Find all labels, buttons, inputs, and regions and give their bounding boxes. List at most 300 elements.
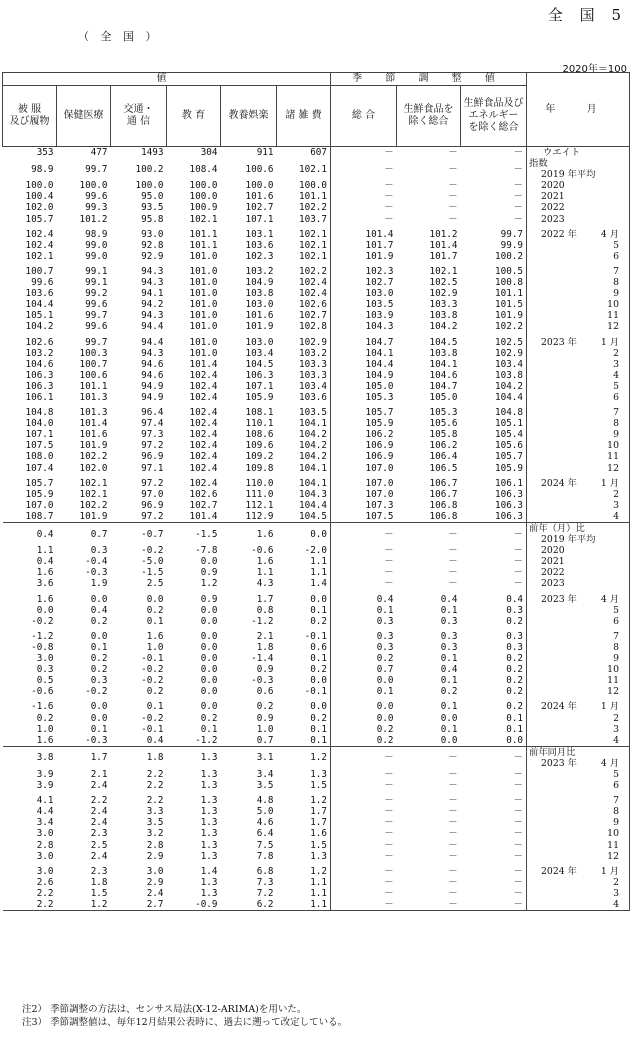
table-cell: 0.0 <box>440 734 458 746</box>
table-cell: 101.1 <box>189 239 218 251</box>
month-label: 10 <box>607 440 620 452</box>
row-label <box>527 769 630 780</box>
column-header: 交通・ 通 信 <box>111 86 167 147</box>
table-cell: 1.3 <box>310 768 327 780</box>
table-cell: 0.0 <box>90 701 108 713</box>
row-label <box>527 578 630 589</box>
table-cell: 107.5 <box>331 511 397 523</box>
table-cell: 97.2 <box>141 477 164 489</box>
table-cell: 94.9 <box>141 380 164 392</box>
table-cell: 102.4 <box>189 429 218 441</box>
row-label <box>527 180 630 191</box>
table-cell: 0.3 <box>440 630 458 642</box>
table-cell: 97.2 <box>141 510 164 522</box>
table-cell: 106.3 <box>25 380 54 392</box>
table-cell: 1.6 <box>36 734 54 746</box>
row-label <box>527 780 630 791</box>
group-header-values: 値 <box>3 73 331 86</box>
month-label: 1 月 <box>600 336 620 348</box>
table-row <box>3 642 630 653</box>
table-cell: 3.0 <box>36 865 54 877</box>
table-cell: 102.9 <box>299 336 327 348</box>
table-cell: － <box>513 795 524 807</box>
month-label: 7 <box>613 795 620 807</box>
table-cell: － <box>331 862 397 877</box>
table-cell: 99.7 <box>85 310 108 322</box>
table-row <box>3 616 630 627</box>
table-cell: 103.0 <box>245 299 274 311</box>
table-cell: 100.6 <box>245 163 274 175</box>
table-cell: 108.1 <box>245 407 274 419</box>
row-label <box>527 474 630 489</box>
table-cell: 94.3 <box>141 310 164 322</box>
table-cell: 2.4 <box>90 780 108 792</box>
table-cell: 2.2 <box>146 768 164 780</box>
table-row <box>3 489 630 500</box>
table-cell: 104.3 <box>331 321 397 332</box>
table-cell: 100.0 <box>189 180 218 192</box>
table-cell: 100.9 <box>189 202 218 214</box>
table-cell: 0.0 <box>200 556 218 568</box>
table-cell: 104.1 <box>429 358 458 370</box>
table-cell: 103.3 <box>429 299 458 311</box>
table-cell: － <box>331 191 397 202</box>
table-cell: 0.1 <box>440 653 458 665</box>
table-cell: 99.1 <box>85 265 108 277</box>
table-cell: 101.9 <box>79 510 108 522</box>
table-cell: － <box>513 780 524 792</box>
table-cell: 0.2 <box>200 712 218 724</box>
table-cell: 0.1 <box>331 605 397 616</box>
table-cell: 0.0 <box>200 675 218 687</box>
table-cell: 105.0 <box>429 391 458 403</box>
table-cell: 6.8 <box>256 865 274 877</box>
table-cell: 104.4 <box>331 359 397 370</box>
table-cell: 1.3 <box>200 780 218 792</box>
table-cell: 0.3 <box>331 616 397 627</box>
table-row <box>3 463 630 474</box>
table-cell: 103.4 <box>245 347 274 359</box>
month-label: 10 <box>607 828 620 840</box>
table-cell: 104.2 <box>25 321 54 333</box>
table-cell: 0.2 <box>506 615 524 627</box>
table-cell: 0.6 <box>256 686 274 698</box>
table-cell: － <box>513 556 524 568</box>
table-cell: 1.6 <box>221 523 277 546</box>
table-cell: 2.6 <box>36 876 54 888</box>
table-cell: 94.4 <box>141 336 164 348</box>
table-cell: 101.0 <box>189 288 218 300</box>
table-cell: 7.5 <box>256 839 274 851</box>
table-cell: 102.4 <box>189 451 218 463</box>
table-cell: － <box>331 523 397 546</box>
month-label: 1 月 <box>600 865 620 877</box>
table-cell: 1.7 <box>256 593 274 605</box>
table-cell: 102.1 <box>79 488 108 500</box>
table-cell: 101.4 <box>331 225 397 240</box>
table-cell: 106.1 <box>495 477 524 489</box>
table-cell: 1.9 <box>90 578 108 590</box>
table-cell: 101.4 <box>79 418 108 430</box>
row-label <box>527 359 630 370</box>
table-cell: － <box>331 202 397 213</box>
table-cell: 96.9 <box>141 451 164 463</box>
table-cell: 911 <box>221 147 277 159</box>
table-cell: 2.7 <box>146 899 164 910</box>
table-cell: -0.2 <box>141 545 164 557</box>
table-cell: － <box>448 578 458 590</box>
table-cell: － <box>331 877 397 888</box>
row-label <box>527 642 630 653</box>
table-cell: 1.7 <box>310 806 327 818</box>
year-label: 2023 <box>541 213 565 225</box>
column-header: 総 合 <box>331 86 397 147</box>
table-cell: 1.4 <box>310 578 327 590</box>
table-cell: 103.4 <box>299 380 327 392</box>
table-cell: 106.4 <box>429 451 458 463</box>
row-label <box>527 429 630 440</box>
table-cell: 1.6 <box>146 630 164 642</box>
table-cell: 0.3 <box>506 630 524 642</box>
table-cell: 0.0 <box>200 701 218 713</box>
table-cell: -0.6 <box>251 545 274 557</box>
table-cell: -0.2 <box>31 615 54 627</box>
table-cell: 104.6 <box>25 358 54 370</box>
table-cell: 101.7 <box>331 240 397 251</box>
table-row <box>3 806 630 817</box>
table-cell: 101.9 <box>79 440 108 452</box>
table-cell: 102.4 <box>25 239 54 251</box>
table-cell: 0.0 <box>90 630 108 642</box>
table-cell: 108.7 <box>25 510 54 522</box>
table-cell: 100.2 <box>135 163 164 175</box>
table-cell: 1.5 <box>310 839 327 851</box>
page-title: 全 国 5 <box>547 6 627 24</box>
table-row <box>3 578 630 589</box>
month-label: 11 <box>607 839 620 851</box>
table-cell: 109.2 <box>245 451 274 463</box>
table-cell: 3.5 <box>256 780 274 792</box>
table-cell: 1.2 <box>90 899 108 910</box>
table-cell: 0.0 <box>277 523 331 546</box>
month-label: 2 <box>613 876 620 888</box>
table-cell: － <box>448 768 458 780</box>
table-cell: 101.0 <box>189 347 218 359</box>
table-cell: 0.3 <box>506 604 524 616</box>
table-cell: 104.1 <box>299 418 327 430</box>
table-cell: -1.2 <box>31 630 54 642</box>
table-cell: 0.7 <box>331 664 397 675</box>
table-cell: － <box>448 806 458 818</box>
table-row <box>3 251 630 262</box>
table-cell: 104.5 <box>429 336 458 348</box>
table-cell: 1.3 <box>200 806 218 818</box>
table-cell: 0.3 <box>440 615 458 627</box>
table-cell: 0.9 <box>200 567 218 579</box>
table-cell: 2.9 <box>146 876 164 888</box>
year-label: 2019 年平均 <box>541 534 596 546</box>
table-row <box>3 277 630 288</box>
table-cell: 102.2 <box>495 321 524 333</box>
table-cell: 0.1 <box>310 723 327 735</box>
table-cell: 99.6 <box>31 277 54 289</box>
table-cell: 100.5 <box>495 265 524 277</box>
month-label: 11 <box>607 675 620 687</box>
table-cell: 104.4 <box>25 299 54 311</box>
table-cell: 0.4 <box>3 523 57 546</box>
table-cell: 100.6 <box>79 369 108 381</box>
row-label <box>527 817 630 828</box>
table-cell: 97.0 <box>141 488 164 500</box>
table-cell: 101.1 <box>79 380 108 392</box>
month-label: 6 <box>613 615 620 627</box>
table-cell: 105.1 <box>25 310 54 322</box>
table-cell: -0.7 <box>111 523 167 546</box>
table-cell: － <box>397 147 461 159</box>
table-cell: 1.4 <box>200 865 218 877</box>
table-cell: 94.3 <box>141 347 164 359</box>
table-cell: 1.1 <box>310 876 327 888</box>
table-cell: 100.3 <box>79 347 108 359</box>
row-label <box>527 653 630 664</box>
table-cell: － <box>513 887 524 899</box>
row-label <box>527 664 630 675</box>
table-cell: 1.6 <box>310 828 327 840</box>
row-label <box>527 321 630 332</box>
table-row <box>3 828 630 839</box>
table-cell: － <box>448 839 458 851</box>
table-cell: 101.3 <box>79 407 108 419</box>
table-cell: 99.6 <box>85 299 108 311</box>
table-cell: 103.5 <box>331 299 397 310</box>
table-cell: 2.2 <box>36 887 54 899</box>
table-cell: － <box>448 202 458 214</box>
year-label: 2023 年 <box>541 336 577 348</box>
table-cell: 2.5 <box>146 578 164 590</box>
table-cell: 102.4 <box>189 418 218 430</box>
month-label: 4 月 <box>600 593 620 605</box>
table-cell: 1493 <box>111 147 167 159</box>
table-cell: 0.0 <box>310 593 327 605</box>
table-cell: － <box>448 850 458 862</box>
table-cell: 1.8 <box>256 641 274 653</box>
table-cell: 5.0 <box>256 806 274 818</box>
table-cell: － <box>448 567 458 579</box>
month-label: 3 <box>613 358 620 370</box>
table-cell: 0.0 <box>331 697 397 712</box>
month-label: 4 月 <box>600 757 620 769</box>
table-cell: 102.7 <box>331 277 397 288</box>
row-label <box>527 627 630 642</box>
table-cell: 0.2 <box>331 724 397 735</box>
table-cell: 1.2 <box>200 578 218 590</box>
table-row <box>3 567 630 578</box>
month-label: 2 <box>613 712 620 724</box>
month-label: 3 <box>613 499 620 511</box>
table-cell: 97.2 <box>141 440 164 452</box>
month-label: 10 <box>607 299 620 311</box>
table-cell: 0.1 <box>146 615 164 627</box>
table-cell: -0.2 <box>141 712 164 724</box>
table-cell: 100.0 <box>25 180 54 192</box>
table-cell: 102.7 <box>189 499 218 511</box>
table-cell: 3.2 <box>146 828 164 840</box>
row-label <box>527 888 630 899</box>
table-cell: － <box>331 556 397 567</box>
table-cell: 102.6 <box>299 299 327 311</box>
month-label: 3 <box>613 723 620 735</box>
table-cell: -1.5 <box>167 523 221 546</box>
base-year-label: 2020年＝100 <box>562 64 627 75</box>
table-row <box>3 686 630 697</box>
table-cell: 101.0 <box>189 336 218 348</box>
table-cell: 102.8 <box>299 321 327 333</box>
table-cell: 102.2 <box>79 451 108 463</box>
table-cell: 101.0 <box>189 310 218 322</box>
table-cell: 101.2 <box>429 228 458 240</box>
table-cell: 1.2 <box>277 746 331 769</box>
table-cell: 99.9 <box>500 239 524 251</box>
table-cell: 100.8 <box>495 277 524 289</box>
month-label: 4 <box>613 734 620 746</box>
table-cell: 102.1 <box>25 250 54 262</box>
table-cell: 0.4 <box>36 556 54 568</box>
table-cell: － <box>513 578 524 590</box>
table-cell: 105.0 <box>331 381 397 392</box>
year-label: 2020 <box>541 180 565 192</box>
table-cell: 101.0 <box>189 299 218 311</box>
table-cell: -0.9 <box>195 899 218 910</box>
table-cell: 103.1 <box>245 228 274 240</box>
table-cell: 304 <box>167 147 221 159</box>
table-cell: － <box>513 213 524 225</box>
table-cell: － <box>448 899 458 910</box>
row-label <box>527 310 630 321</box>
table-cell: -0.2 <box>141 664 164 676</box>
table-cell: 103.8 <box>429 310 458 322</box>
table-row <box>3 724 630 735</box>
table-cell: 0.2 <box>310 664 327 676</box>
table-cell: -0.3 <box>85 734 108 746</box>
table-cell: 1.1 <box>310 887 327 899</box>
table-cell: 102.4 <box>189 440 218 452</box>
table-row <box>3 191 630 202</box>
table-cell: 111.0 <box>245 488 274 500</box>
table-cell: 2.8 <box>146 839 164 851</box>
table-row <box>3 381 630 392</box>
month-label: 2 <box>613 347 620 359</box>
row-label <box>527 899 630 911</box>
table-cell: 6.2 <box>256 899 274 910</box>
table-row <box>3 418 630 429</box>
table-cell: － <box>448 887 458 899</box>
row-label <box>527 523 630 546</box>
table-row <box>3 817 630 828</box>
table-cell: － <box>331 567 397 578</box>
table-cell: 104.2 <box>429 321 458 333</box>
month-label: 4 <box>613 899 620 910</box>
table-cell: 0.2 <box>36 712 54 724</box>
table-cell: -1.2 <box>195 734 218 746</box>
row-label <box>527 567 630 578</box>
table-cell: 1.3 <box>167 746 221 769</box>
table-cell: 106.1 <box>25 391 54 403</box>
table-cell: 3.5 <box>146 817 164 829</box>
table-cell: 1.3 <box>200 876 218 888</box>
table-cell: 107.1 <box>245 213 274 225</box>
table-cell: 3.4 <box>36 817 54 829</box>
table-cell: 100.7 <box>79 358 108 370</box>
table-cell: － <box>397 523 461 546</box>
table-cell: 0.0 <box>310 701 327 713</box>
year-label: 2021 <box>541 556 565 568</box>
table-cell: 0.2 <box>440 686 458 698</box>
table-cell: － <box>513 202 524 214</box>
table-cell: 106.3 <box>495 499 524 511</box>
table-cell: 1.7 <box>310 817 327 829</box>
table-cell: 102.4 <box>25 228 54 240</box>
month-label: 4 月 <box>600 228 620 240</box>
table-cell: 94.6 <box>141 369 164 381</box>
section-title: 前年同月比 <box>529 746 576 758</box>
table-cell: 0.0 <box>146 593 164 605</box>
table-cell: 104.2 <box>299 429 327 441</box>
table-cell: 107.4 <box>25 462 54 474</box>
table-cell: 101.9 <box>331 251 397 262</box>
table-cell: 1.3 <box>200 795 218 807</box>
footnote: 注3） 季節調整値は、毎年12月結果公表時に、過去に遡って改定している。 <box>22 1017 348 1028</box>
row-label <box>527 500 630 511</box>
year-label: 2021 <box>541 191 565 203</box>
row-label <box>527 299 630 310</box>
table-cell: 103.8 <box>429 347 458 359</box>
table-cell: 101.0 <box>189 265 218 277</box>
table-cell: 99.1 <box>85 277 108 289</box>
table-cell: － <box>331 840 397 851</box>
footnotes <box>22 1003 347 1029</box>
year-label: 2022 年 <box>541 228 577 240</box>
table-cell: － <box>448 556 458 568</box>
table-cell: 104.2 <box>299 440 327 452</box>
year-label: 2020 <box>541 545 565 557</box>
table-cell: 104.8 <box>25 407 54 419</box>
table-cell: 101.6 <box>79 429 108 441</box>
table-cell: 0.2 <box>146 604 164 616</box>
table-cell: 0.0 <box>200 686 218 698</box>
table-cell: 104.0 <box>25 418 54 430</box>
table-cell: 96.4 <box>141 407 164 419</box>
table-cell: 104.3 <box>299 488 327 500</box>
table-cell: 102.2 <box>299 265 327 277</box>
table-row <box>3 262 630 277</box>
table-cell: 0.0 <box>200 664 218 676</box>
table-cell: 1.8 <box>111 746 167 769</box>
table-row <box>3 791 630 806</box>
table-cell: 103.3 <box>299 369 327 381</box>
table-cell: 1.5 <box>310 780 327 792</box>
table-cell: -1.2 <box>251 615 274 627</box>
table-cell: 103.0 <box>331 288 397 299</box>
table-cell: 0.2 <box>90 615 108 627</box>
month-label: 9 <box>613 429 620 441</box>
table-cell: 1.3 <box>200 887 218 899</box>
month-label: 2 <box>613 488 620 500</box>
table-cell: 4.3 <box>256 578 274 590</box>
column-header: 生鮮食品を 除く総合 <box>397 86 461 147</box>
table-cell: 107.1 <box>25 429 54 441</box>
table-cell: 3.9 <box>36 768 54 780</box>
row-label <box>527 418 630 429</box>
